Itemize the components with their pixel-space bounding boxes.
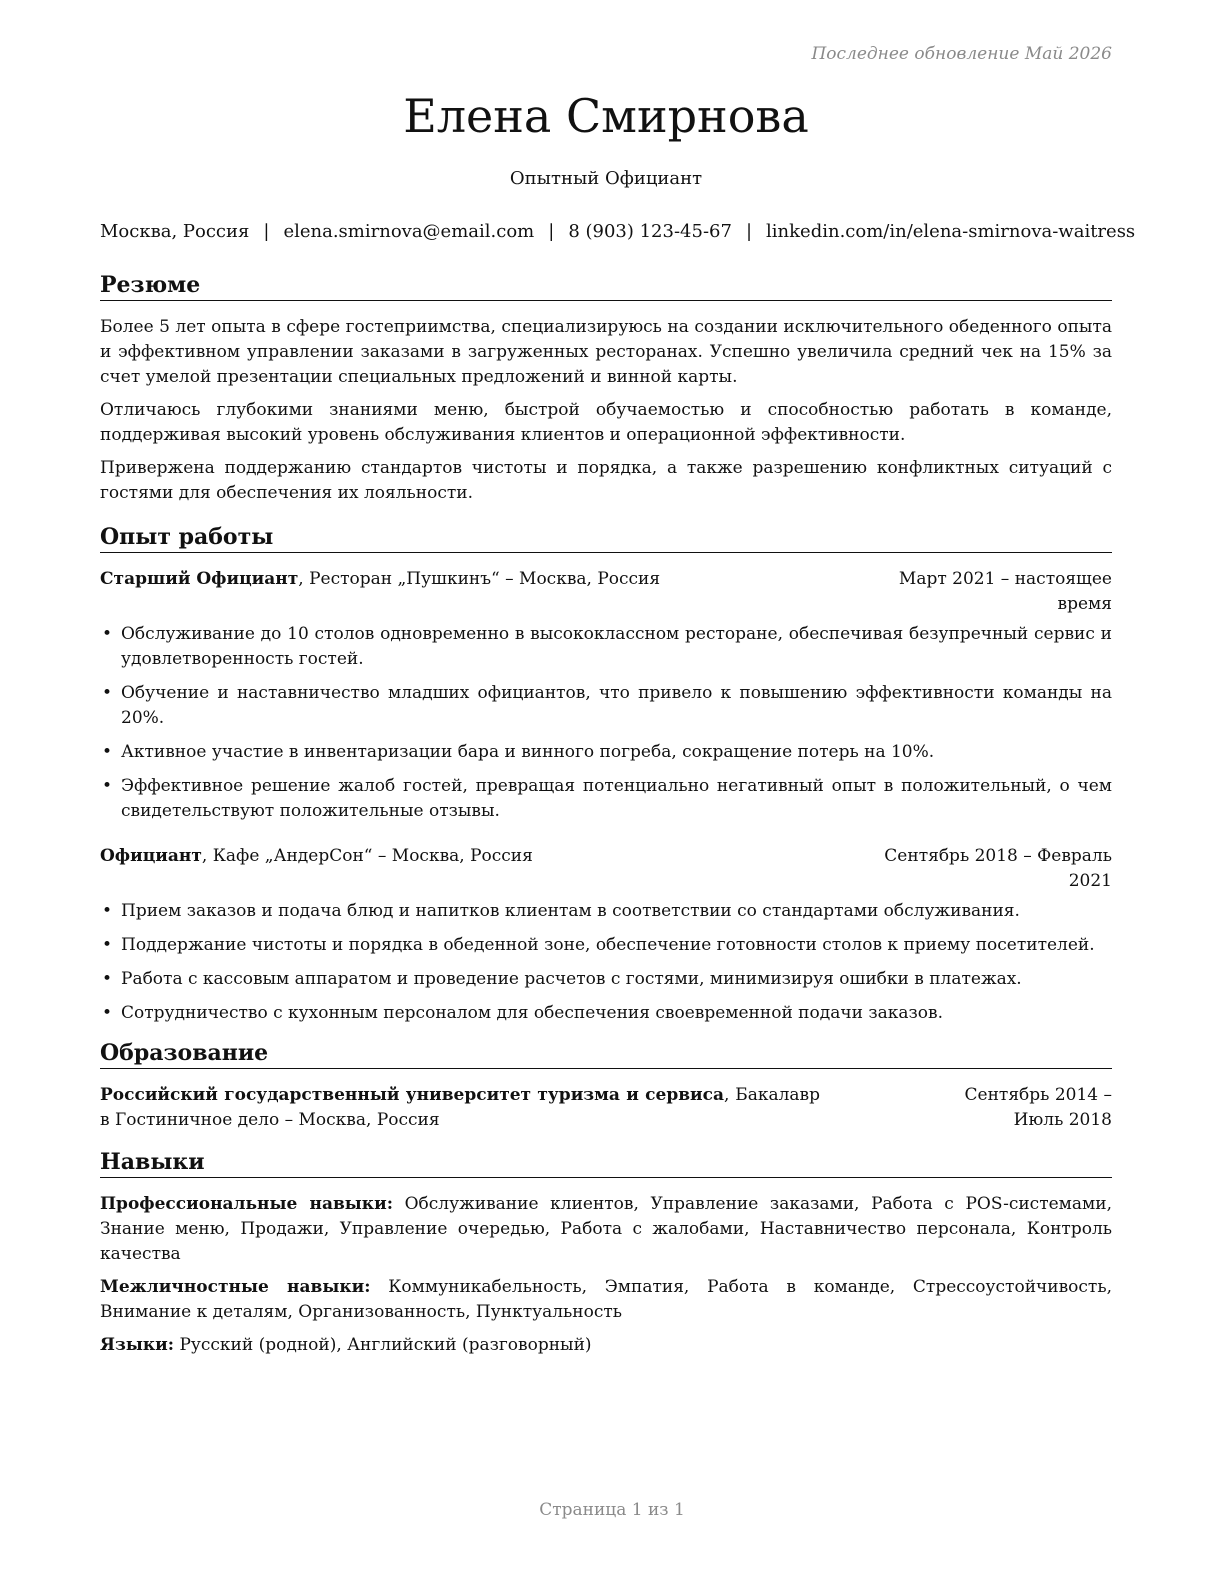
summary-heading: Резюме xyxy=(100,272,1112,301)
contact-separator: | xyxy=(548,221,555,242)
list-item xyxy=(100,1001,1112,1026)
bullet-icon: • xyxy=(102,901,113,921)
bullet-icon: • xyxy=(102,624,113,644)
contact-separator: | xyxy=(745,221,753,242)
education-section xyxy=(100,1040,1112,1133)
skill-label: Межличностные навыки: xyxy=(100,1277,371,1297)
skill-label: Профессиональные навыки: xyxy=(100,1194,393,1214)
list-item xyxy=(100,899,1112,924)
list-item xyxy=(100,622,1112,672)
summary-paragraph: Более 5 лет опыта в сфере гостеприимства, специализируюсь на создании исключительного обеденного опыта и эффективном управлении заказами в загруженных ресторанах. Успешно увеличила средний чек на 15% за счет умелой презентации специальных предложений и винной карты. xyxy=(100,317,1112,387)
contact-linkedin-link[interactable]: linkedin.com/in/elena-smirnova-waitress xyxy=(766,221,1136,242)
skills-section xyxy=(100,1149,1112,1366)
list-item xyxy=(100,774,1112,824)
contact-separator: | xyxy=(263,221,270,242)
job-dates: Сентябрь 2018 – Февраль 2021 xyxy=(884,846,1112,891)
candidate-name: Елена Смирнова xyxy=(403,89,809,143)
skill-row-professional xyxy=(100,1192,1112,1267)
contact-email-link[interactable]: elena.smirnova@email.com xyxy=(283,221,535,242)
bullet-icon: • xyxy=(102,969,113,989)
education-details: , Бакалавр в Гостиничное дело – Москва, Россия xyxy=(100,1085,820,1130)
page-number: Страница 1 из 1 xyxy=(539,1500,685,1520)
skill-value: Русский (родной), Английский (разговорный) xyxy=(174,1335,592,1355)
job-place: , Ресторан „Пушкинъ“ – Москва, Россия xyxy=(298,569,661,589)
candidate-title: Опытный Официант xyxy=(509,168,703,189)
contact-line xyxy=(100,219,1136,245)
bullet-text: Обслуживание до 10 столов одновременно в высококлассном ресторане, обеспечивая безупречный сервис и удовлетворенность гостей. xyxy=(121,624,1112,669)
list-item xyxy=(100,933,1112,958)
bullet-text: Эффективное решение жалоб гостей, превращая потенциально негативный опыт в положительный, о чем свидетельствуют положительные отзывы. xyxy=(121,776,1112,821)
skill-value: Коммуникабельность, Эмпатия, Работа в команде, Стрессоустойчивость, Внимание к деталям, Организованность, Пунктуальность xyxy=(100,1277,1112,1322)
bullet-icon: • xyxy=(102,683,113,703)
education-entry xyxy=(100,1083,1112,1133)
job-role: Официант xyxy=(100,846,202,866)
education-description xyxy=(100,1083,820,1133)
education-dates: Сентябрь 2014 – Июль 2018 xyxy=(964,1085,1112,1130)
bullet-text: Сотрудничество с кухонным персоналом для обеспечения своевременной подачи заказов. xyxy=(121,1003,943,1023)
skill-label: Языки: xyxy=(100,1335,175,1355)
job-bullet-list xyxy=(100,899,1112,1026)
list-item xyxy=(100,967,1112,992)
summary-paragraph: Отличаюсь глубокими знаниями меню, быстрой обучаемостью и способностью работать в команде, поддерживая высокий уровень обслуживания клиентов и операционной эффективности. xyxy=(100,400,1112,445)
bullet-text: Активное участие в инвентаризации бара и винного погреба, сокращение потерь на 10%. xyxy=(121,742,935,762)
skills-heading: Навыки xyxy=(100,1149,1112,1178)
job-header xyxy=(100,567,1112,617)
list-item xyxy=(100,740,1112,765)
job-place: , Кафе „АндерСон“ – Москва, Россия xyxy=(201,846,533,866)
bullet-icon: • xyxy=(102,742,113,762)
bullet-text: Поддержание чистоты и порядка в обеденной зоне, обеспечение готовности столов к приему посетителей. xyxy=(121,935,1095,955)
bullet-icon: • xyxy=(102,776,113,796)
experience-section xyxy=(100,524,1112,1035)
list-item xyxy=(100,681,1112,731)
last-updated: Последнее обновление Май 2026 xyxy=(811,44,1112,64)
bullet-text: Работа с кассовым аппаратом и проведение расчетов с гостями, минимизируя ошибки в платежах. xyxy=(121,969,1022,989)
experience-heading: Опыт работы xyxy=(100,524,1112,553)
summary-section xyxy=(100,272,1112,514)
job-title-line xyxy=(100,567,660,592)
bullet-icon: • xyxy=(102,935,113,955)
skill-row-languages xyxy=(100,1333,1112,1358)
skill-row-interpersonal xyxy=(100,1275,1112,1325)
contact-location: Москва, Россия xyxy=(100,221,250,242)
education-institution: Российский государственный университет туризма и сервиса xyxy=(100,1085,725,1105)
bullet-icon: • xyxy=(102,1003,113,1023)
resume-page xyxy=(100,0,1136,1584)
job-bullet-list xyxy=(100,622,1112,824)
contact-phone: 8 (903) 123-45-67 xyxy=(568,221,732,242)
bullet-text: Обучение и наставничество младших официантов, что привело к повышению эффективности команды на 20%. xyxy=(121,683,1112,728)
summary-paragraph: Привержена поддержанию стандартов чистоты и порядка, а также разрешению конфликтных ситуаций с гостями для обеспечения их лояльности. xyxy=(100,458,1112,503)
job-role: Старший Официант xyxy=(100,569,299,589)
job-header xyxy=(100,844,1112,894)
skill-value: Обслуживание клиентов, Управление заказами, Работа с POS-системами, Знание меню, Продажи, Управление очередью, Работа с жалобами, Наставничество персонала, Контроль качества xyxy=(100,1194,1112,1264)
job-title-line xyxy=(100,844,533,869)
bullet-text: Прием заказов и подача блюд и напитков клиентам в соответствии со стандартами обслуживания. xyxy=(121,901,1020,921)
education-heading: Образование xyxy=(100,1040,1112,1069)
job-dates: Март 2021 – настоящее время xyxy=(898,569,1112,614)
